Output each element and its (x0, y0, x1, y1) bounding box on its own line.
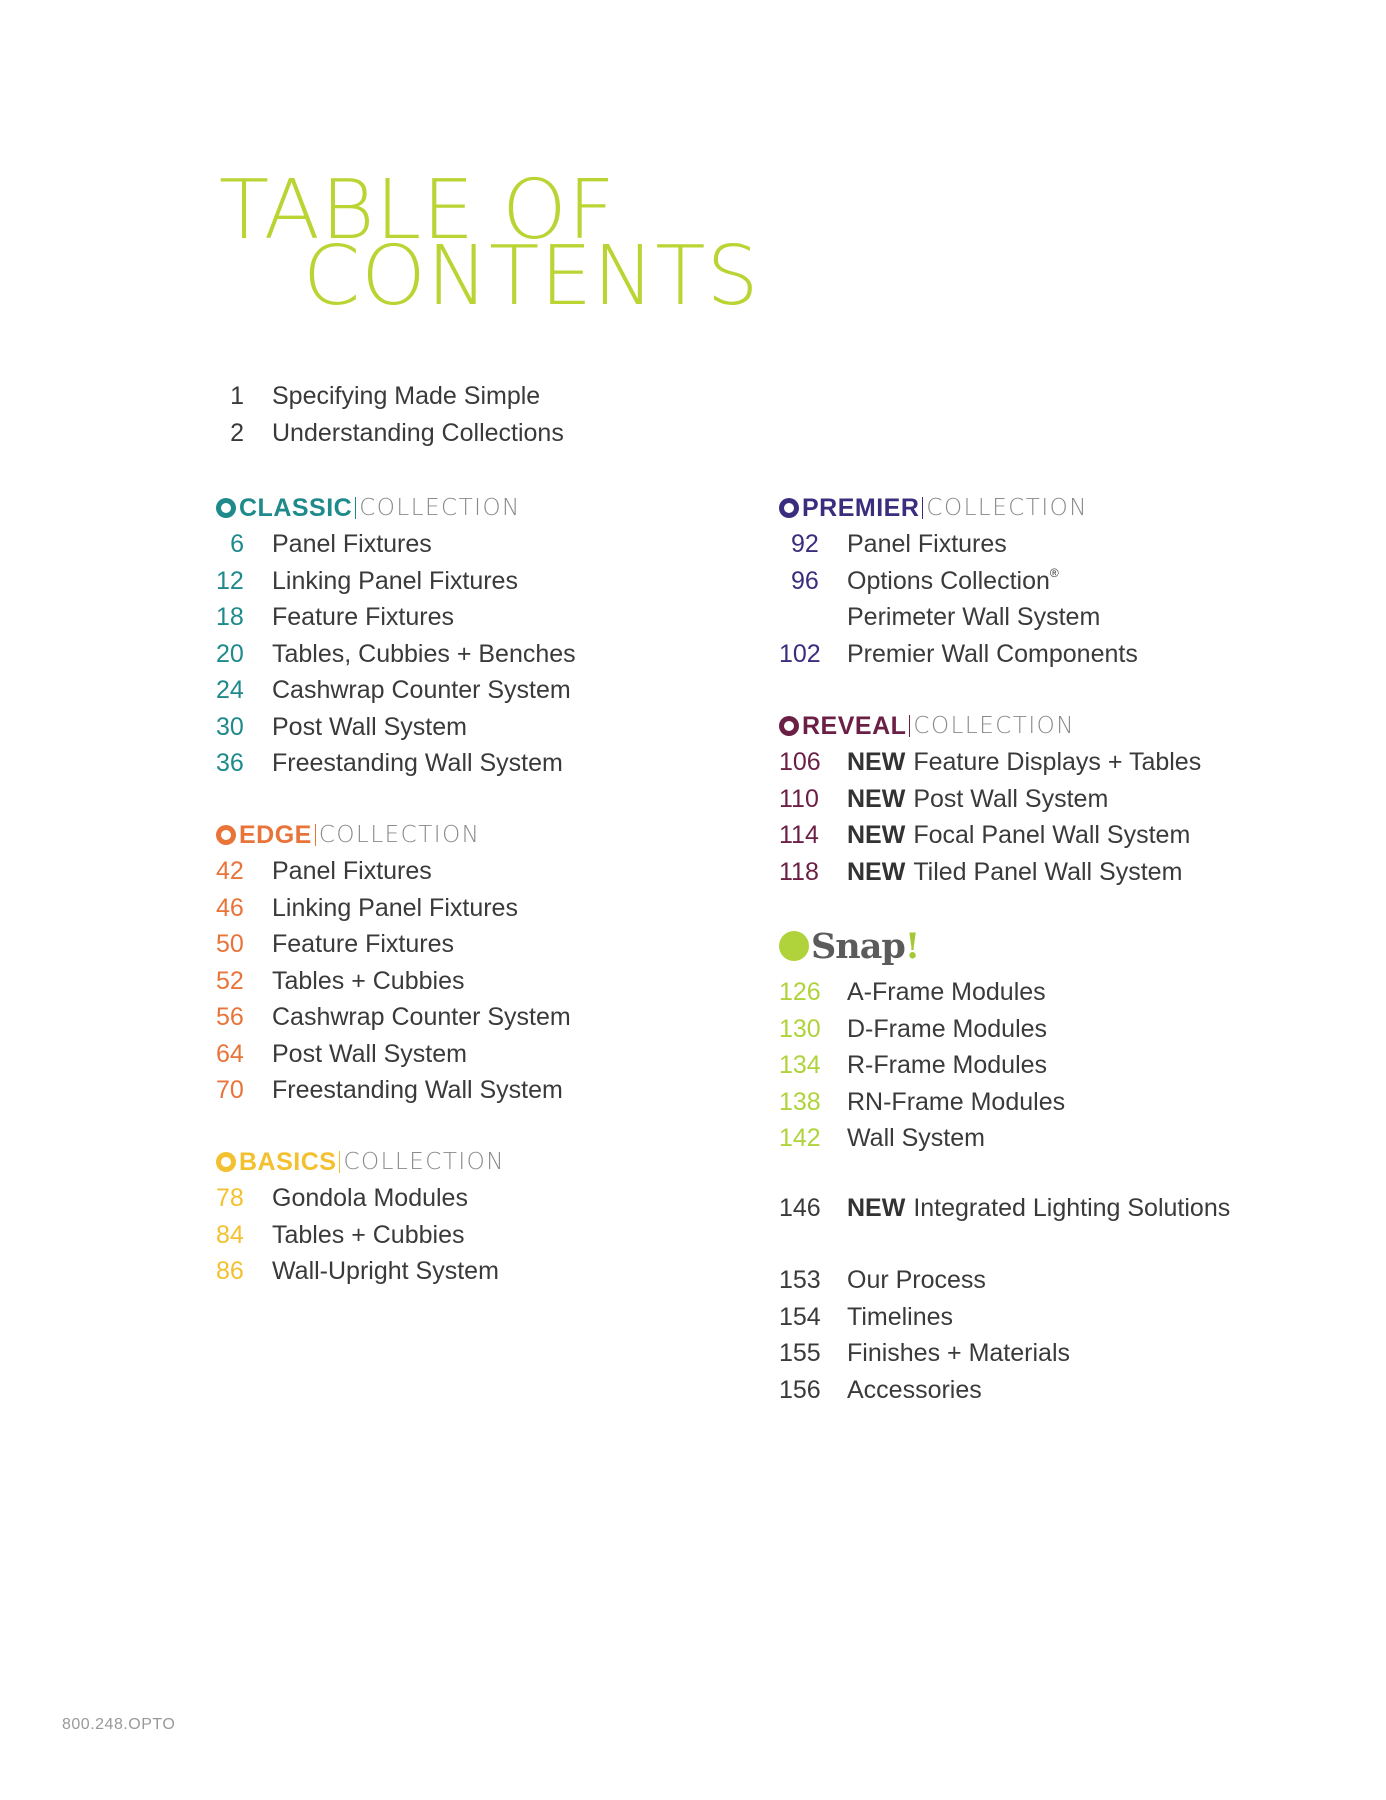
toc-entry[interactable] (779, 781, 1109, 818)
reveal-logo-icon (779, 716, 799, 736)
entry-label: Freestanding Wall System (272, 749, 563, 777)
basics-section (216, 1144, 505, 1290)
toc-entry[interactable] (216, 599, 521, 636)
snap-section (779, 918, 1066, 1157)
toc-entry[interactable] (216, 563, 521, 600)
toc-entry[interactable] (216, 1072, 563, 1109)
entry-label (847, 744, 1201, 781)
toc-entry[interactable] (779, 744, 1202, 781)
premier-section (779, 490, 1138, 672)
page-number: 102 (779, 639, 821, 668)
toc-entry[interactable] (216, 526, 521, 563)
page-number: 114 (779, 821, 819, 849)
snap-wordmark (811, 926, 919, 967)
toc-entry[interactable] (779, 854, 1183, 891)
page-number: 134 (779, 1051, 821, 1079)
new-badge: NEW (847, 748, 906, 776)
entry-label: Premier Wall Components (847, 639, 1138, 668)
toc-entry[interactable] (779, 817, 1191, 854)
entry-label: D-Frame Modules (847, 1014, 1048, 1043)
toc-entry[interactable] (216, 1253, 505, 1290)
classic-collection-header[interactable] (216, 490, 521, 526)
page-number: 155 (779, 1339, 821, 1367)
page-number: 110 (779, 784, 819, 813)
premier-logo-icon (779, 498, 799, 518)
reveal-collection-header[interactable] (779, 708, 1075, 744)
page-number: 20 (216, 639, 244, 668)
entry-label: Cashwrap Counter System (272, 1003, 571, 1031)
page-number: 64 (216, 1039, 244, 1068)
divider (315, 824, 316, 846)
page-number: 142 (779, 1124, 821, 1152)
entry-label-text: Integrated Lighting Solutions (913, 1194, 1231, 1222)
premier-collection-header[interactable] (779, 490, 1088, 526)
entry-label (847, 781, 1108, 818)
page-number: 156 (779, 1375, 821, 1404)
entry-label: Freestanding Wall System (272, 1076, 563, 1104)
entry-label: Feature Fixtures (272, 930, 455, 958)
page-number: 146 (779, 1194, 821, 1222)
toc-entry[interactable] (216, 999, 571, 1036)
toc-entry[interactable] (216, 1180, 505, 1217)
toc-entry[interactable] (216, 636, 576, 673)
entry-label: Panel Fixtures (272, 530, 432, 558)
page-number: 36 (216, 749, 244, 777)
new-badge: NEW (847, 1194, 906, 1222)
page-number: 153 (779, 1266, 821, 1294)
brand-name: EDGE (239, 820, 312, 849)
entry-label (847, 854, 1182, 891)
entry-label: Timelines (847, 1302, 954, 1331)
entry-label: Gondola Modules (272, 1184, 468, 1212)
toc-entry[interactable] (216, 926, 480, 963)
page-number: 46 (216, 893, 244, 922)
entry-label: RN-Frame Modules (847, 1087, 1066, 1116)
collection-word: COLLECTION (318, 822, 481, 848)
entry-label-text: Post Wall System (913, 784, 1109, 813)
page-number: 1 (230, 382, 244, 410)
entry-label-text: Options Collection (847, 566, 1050, 595)
entry-label: Specifying Made Simple (272, 382, 541, 410)
entry-label-text: Focal Panel Wall System (913, 821, 1191, 849)
basics-collection-header[interactable] (216, 1144, 505, 1180)
edge-section (216, 817, 571, 1109)
toc-entry[interactable] (779, 599, 1101, 636)
edge-collection-header[interactable] (216, 817, 480, 853)
entry-label: Tables, Cubbies + Benches (272, 639, 576, 668)
entry-label (847, 563, 1059, 600)
brand-name: BASICS (239, 1147, 337, 1176)
page-number: 92 (791, 530, 819, 558)
edge-logo-icon (216, 825, 236, 845)
entry-label: Post Wall System (272, 712, 467, 741)
collection-word: COLLECTION (343, 1149, 505, 1175)
toc-entry[interactable] (216, 963, 480, 1000)
entry-label-text: Tiled Panel Wall System (913, 857, 1183, 886)
classic-section (216, 490, 576, 782)
footer-phone: 800.248.OPTO (62, 1716, 176, 1733)
collection-word: COLLECTION (359, 495, 521, 521)
entry-label (847, 1190, 1230, 1227)
divider (355, 497, 356, 519)
entry-label: Our Process (847, 1266, 986, 1294)
entry-label: Tables + Cubbies (272, 1220, 465, 1249)
entry-label: Understanding Collections (272, 418, 564, 447)
page-number: 154 (779, 1302, 821, 1331)
entry-label: Perimeter Wall System (847, 603, 1101, 631)
toc-entry[interactable] (216, 709, 521, 746)
collection-word: COLLECTION (926, 495, 1088, 521)
toc-entry[interactable] (216, 853, 480, 890)
page-number: 30 (216, 712, 244, 741)
page-number: 42 (216, 857, 244, 885)
toc-entry[interactable] (216, 672, 571, 709)
toc-entry[interactable] (779, 636, 1138, 673)
snap-bang: ! (904, 925, 920, 967)
toc-entry[interactable] (216, 1036, 480, 1073)
entry-label: Linking Panel Fixtures (272, 566, 518, 595)
divider (339, 1151, 340, 1173)
divider (909, 715, 910, 737)
collection-word: COLLECTION (913, 713, 1075, 739)
new-badge: NEW (847, 821, 906, 849)
new-badge: NEW (847, 784, 906, 813)
toc-entry[interactable] (779, 974, 1046, 1011)
page-number: 96 (791, 566, 819, 595)
entry-label: Wall System (847, 1124, 985, 1152)
entry-label: R-Frame Modules (847, 1051, 1048, 1079)
basics-logo-icon (216, 1152, 236, 1172)
page-number: 138 (779, 1087, 821, 1116)
entry-label: Accessories (847, 1375, 982, 1404)
snap-logo[interactable] (779, 918, 919, 974)
entry-label: Finishes + Materials (847, 1339, 1070, 1367)
page-number: 126 (779, 978, 821, 1006)
new-badge: NEW (847, 857, 906, 886)
toc-entry[interactable] (216, 745, 563, 782)
entry-label: Panel Fixtures (272, 857, 432, 885)
toc-entry[interactable] (216, 1217, 505, 1254)
page-number: 52 (216, 966, 244, 995)
divider (922, 497, 923, 519)
page-number: 24 (216, 676, 244, 704)
toc-entry[interactable] (779, 1047, 1048, 1084)
title-line-2: CONTENTS (303, 229, 760, 324)
page-number: 84 (216, 1220, 244, 1249)
page-number: 130 (779, 1014, 821, 1043)
toc-entry[interactable] (779, 526, 1088, 563)
brand-name: REVEAL (802, 711, 907, 740)
title-line-1: TABLE OF (219, 163, 616, 258)
page-number: 70 (216, 1076, 244, 1104)
entry-label: Linking Panel Fixtures (272, 893, 518, 922)
page-number: 56 (216, 1003, 244, 1031)
entry-label: Tables + Cubbies (272, 966, 465, 995)
entry-label: Feature Fixtures (272, 603, 455, 631)
snap-brand: Snap (811, 925, 905, 967)
entry-label (847, 817, 1190, 854)
page-number: 106 (779, 748, 821, 776)
entry-label: A-Frame Modules (847, 978, 1046, 1006)
page-number: 18 (216, 603, 244, 631)
page-number: 86 (216, 1257, 244, 1285)
entry-label: Wall-Upright System (272, 1257, 499, 1285)
page-title (219, 163, 760, 324)
brand-name: PREMIER (802, 493, 920, 522)
page-number: 6 (230, 530, 244, 558)
toc-entry[interactable] (779, 1011, 1048, 1048)
entry-label: Post Wall System (272, 1039, 467, 1068)
classic-logo-icon (216, 498, 236, 518)
entry-label: Cashwrap Counter System (272, 676, 571, 704)
page-number: 118 (779, 857, 819, 886)
entry-label: Panel Fixtures (847, 530, 1007, 558)
page-number: 78 (216, 1184, 244, 1212)
toc-entry[interactable] (779, 1084, 1066, 1121)
entry-label-text: Feature Displays + Tables (913, 748, 1202, 776)
toc-entry[interactable] (779, 1120, 985, 1157)
brand-name: CLASSIC (239, 493, 353, 522)
page-number: 50 (216, 930, 244, 958)
page-number: 2 (230, 418, 244, 447)
snap-dot-icon (779, 931, 809, 961)
page-number: 12 (216, 566, 244, 595)
registered-mark: ® (1049, 565, 1059, 580)
reveal-section (779, 708, 1202, 890)
toc-entry[interactable] (216, 890, 518, 927)
toc-entry[interactable] (779, 563, 1088, 600)
